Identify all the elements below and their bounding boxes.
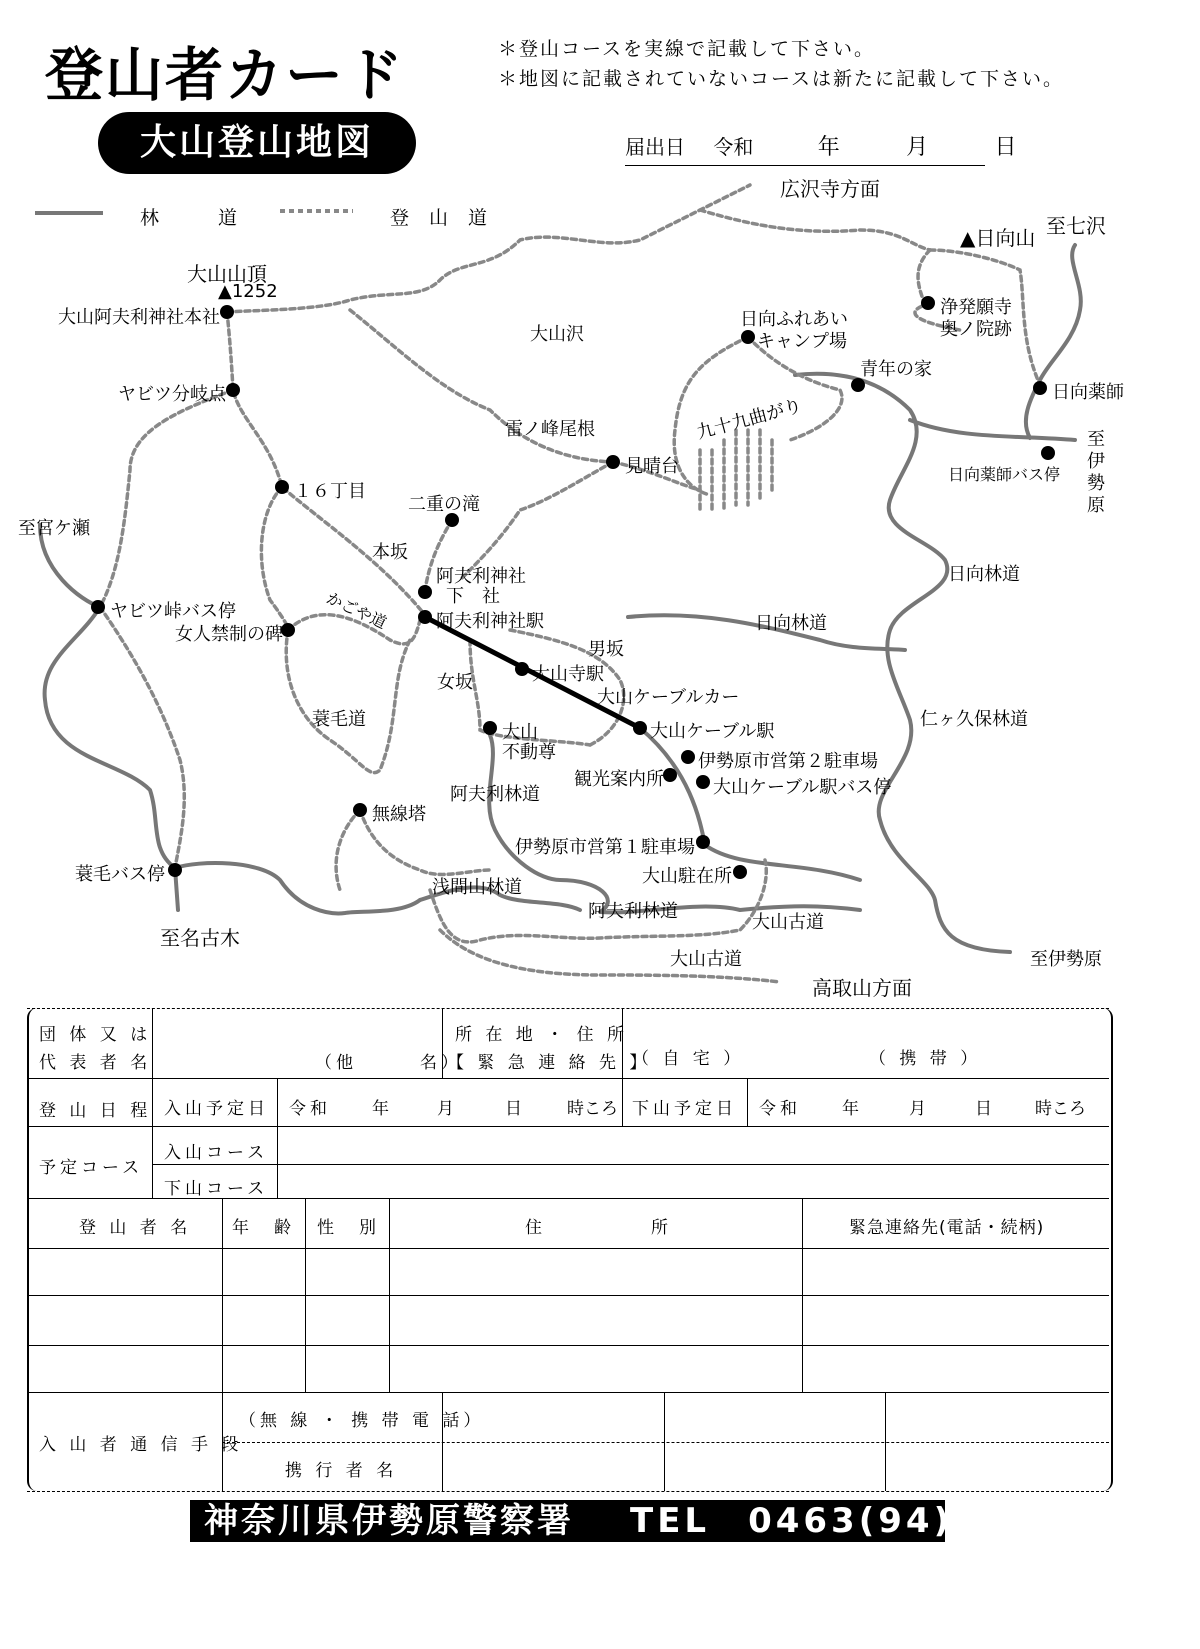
map-label-hinatayama: ▲日向山: [960, 226, 1036, 250]
instruction-note-1: ＊登山コースを実線で記載して下さい。: [498, 38, 876, 60]
map-label-shimosha-2: 下 社: [446, 586, 500, 607]
map-label-minoge-bus: 蓑毛バス停: [75, 864, 165, 885]
map-label-onnazaka: 女坂: [437, 672, 473, 693]
course-label: 予定コース: [39, 1158, 144, 1178]
map-label-hinata-rindo-c: 日向林道: [755, 613, 827, 634]
map-label-seinen: 青年の家: [860, 359, 932, 380]
map-label-to-isehara-r4: 原: [1087, 495, 1105, 516]
map-label-kotakuji: 広沢寺方面: [780, 177, 880, 201]
mobile-phone-label: （ 携 帯 ）: [869, 1049, 982, 1069]
map-label-cable-eki: 大山ケーブル駅: [650, 721, 775, 742]
map-label-sengen: 浅間山林道: [432, 877, 522, 898]
map-label-nanasawa: 至七沢: [1046, 214, 1106, 238]
radio-phone-label: （無 線 ・ 携 帯 電 話）: [239, 1411, 485, 1431]
map-label-to-isehara-r1: 至: [1087, 429, 1105, 450]
date-day: 日: [994, 135, 1017, 160]
enter-day: 日: [505, 1099, 526, 1119]
map-label-honzaka: 本坂: [372, 542, 408, 563]
map-label-cablecar: 大山ケーブルカー: [597, 687, 740, 708]
instruction-note-2: ＊地図に記載されていないコースは新たに記載して下さい。: [498, 68, 1065, 90]
col-name: 登 山 者 名: [79, 1218, 192, 1238]
map-label-afuri-rindo-l: 阿夫利林道: [450, 784, 540, 805]
climber-form: [27, 1008, 1109, 1491]
group-label-2: 代 表 者 名: [39, 1053, 152, 1073]
comm-label: 入 山 者 通 信 手 段: [39, 1435, 243, 1455]
schedule-label: 登 山 日 程: [39, 1101, 152, 1121]
exit-course-input[interactable]: [281, 1166, 1107, 1196]
date-year: 年: [817, 135, 840, 160]
map-label-isehara: 至伊勢原: [1030, 949, 1102, 970]
col-age: 年 齢: [232, 1218, 295, 1238]
col-contact: 緊急連絡先(電話・続柄): [849, 1218, 1045, 1238]
map-label-miyagase: 至宮ケ瀬: [18, 518, 90, 539]
map-label-elevation: ▲1252: [218, 281, 278, 302]
map-label-rainomine: 雷ノ峰尾根: [505, 419, 595, 440]
map-label-hinata-rindo-r: 日向林道: [948, 564, 1020, 585]
map-label-yabitsu-bunki: ヤビツ分岐点: [118, 384, 226, 405]
map-label-fudo-2: 不動尊: [502, 742, 556, 763]
map-label-ninokubo: 仁ヶ久保林道: [920, 709, 1028, 730]
enter-date-label: 入山予定日: [164, 1099, 269, 1119]
map-points: [91, 296, 1055, 879]
exit-year: 年: [842, 1099, 863, 1119]
map-label-nijunotaki: 二重の滝: [408, 494, 480, 515]
map-label-yakushi: 日向薬師: [1052, 382, 1124, 403]
map-label-summit: 大山山頂: [187, 262, 267, 286]
exit-time: 時ころ: [1035, 1099, 1086, 1119]
exit-date-label: 下山予定日: [632, 1099, 737, 1119]
police-station-phone: TEL 0463(94)0110: [630, 1501, 1064, 1541]
enter-era: 令和: [289, 1099, 331, 1119]
map-label-tsuzura: 九十九曲がり: [694, 395, 805, 444]
climber-row-2[interactable]: [29, 1297, 1107, 1344]
date-label: 届出日: [625, 135, 685, 159]
map-label-yakushi-bus: 日向薬師バス停: [948, 465, 1061, 484]
address-label-2: 【 緊 急 連 絡 先 】: [447, 1053, 651, 1073]
map-label-oyamadera: 大山寺駅: [532, 664, 604, 685]
map-label-afuri-eki: 阿夫利神社駅: [436, 611, 544, 632]
map-label-afuri-rindo-b: 阿夫利林道: [588, 901, 678, 922]
map-label-kagoya: かごや道: [323, 588, 390, 633]
map-label-minogedo: 蓑毛道: [312, 709, 366, 730]
map-label-oyamasawa: 大山沢: [530, 324, 584, 345]
map-label-honsha: 大山阿夫利神社本社: [58, 307, 220, 328]
map-label-otokozaka: 男坂: [588, 639, 624, 660]
map-label-nagoki: 至名古木: [160, 926, 240, 950]
exit-month: 月: [909, 1099, 930, 1119]
map-label-miharashi: 見晴台: [625, 456, 679, 477]
col-address: 住 所: [525, 1218, 672, 1238]
date-era: 令和: [713, 135, 754, 159]
map-label-chome16: １６丁目: [294, 481, 366, 502]
enter-year: 年: [372, 1099, 393, 1119]
map-label-johotsuganji-2: 奥ノ院跡: [940, 319, 1012, 340]
home-phone-label: （ 自 宅 ）: [632, 1049, 745, 1069]
map-label-shimosha-1: 阿夫利神社: [436, 566, 526, 587]
trails: [100, 185, 1040, 982]
others-count: （他 名）: [315, 1053, 462, 1073]
map-label-nyonin: 女人禁制の碑: [175, 624, 283, 645]
map-label-cable-bus: 大山ケーブル駅バス停: [713, 777, 892, 798]
col-sex: 性 別: [317, 1218, 380, 1238]
map-label-kanko: 観光案内所: [574, 769, 664, 790]
climber-row-3[interactable]: [29, 1347, 1107, 1391]
legend-forest-road: 林 道: [140, 207, 258, 229]
map-label-to-isehara-r3: 勢: [1087, 473, 1105, 494]
map-label-yabitsu-toge: ヤビツ峠バス停: [110, 601, 236, 622]
group-label-1: 団 体 又 は: [39, 1025, 152, 1045]
enter-course-input[interactable]: [281, 1130, 1107, 1162]
enter-month: 月: [437, 1099, 458, 1119]
map-label-kodo-r: 大山古道: [752, 912, 824, 933]
legend-trail: 登山道: [390, 207, 508, 229]
map-label-to-isehara-r2: 伊: [1087, 451, 1105, 472]
enter-course-label: 入山コース: [164, 1143, 269, 1163]
page-title: 登山者カード: [45, 41, 406, 109]
map-label-johotsuganji-1: 浄発願寺: [940, 297, 1012, 318]
map-label-musento: 無線塔: [372, 804, 426, 825]
map-label-chuzaisho: 大山駐在所: [642, 866, 732, 887]
map-label-parking-2: 伊勢原市営第２駐車場: [698, 751, 878, 772]
police-station-name: 神奈川県伊勢原警察署: [204, 1501, 574, 1541]
address-label-1: 所 在 地 ・ 住 所: [455, 1025, 629, 1045]
exit-era: 令和: [759, 1099, 801, 1119]
map-label-parking-1: 伊勢原市営第１駐車場: [515, 837, 695, 858]
map-label-camp-1: 日向ふれあい: [740, 309, 848, 330]
date-month: 月: [906, 135, 929, 160]
exit-day: 日: [975, 1099, 996, 1119]
climber-row-1[interactable]: [29, 1250, 1107, 1294]
map-label-takatori: 高取山方面: [812, 976, 912, 1000]
map-label-fudo-1: 大山: [502, 722, 538, 743]
exit-course-label: 下山コース: [164, 1179, 269, 1199]
map-title: 大山登山地図: [98, 112, 416, 174]
map-label-camp-2: キャンプ場: [757, 331, 847, 352]
carrier-label: 携 行 者 名: [285, 1461, 398, 1481]
map-label-kodo-b: 大山古道: [670, 949, 742, 970]
police-station-banner: [190, 1500, 1064, 1542]
enter-time: 時ころ: [567, 1099, 618, 1119]
